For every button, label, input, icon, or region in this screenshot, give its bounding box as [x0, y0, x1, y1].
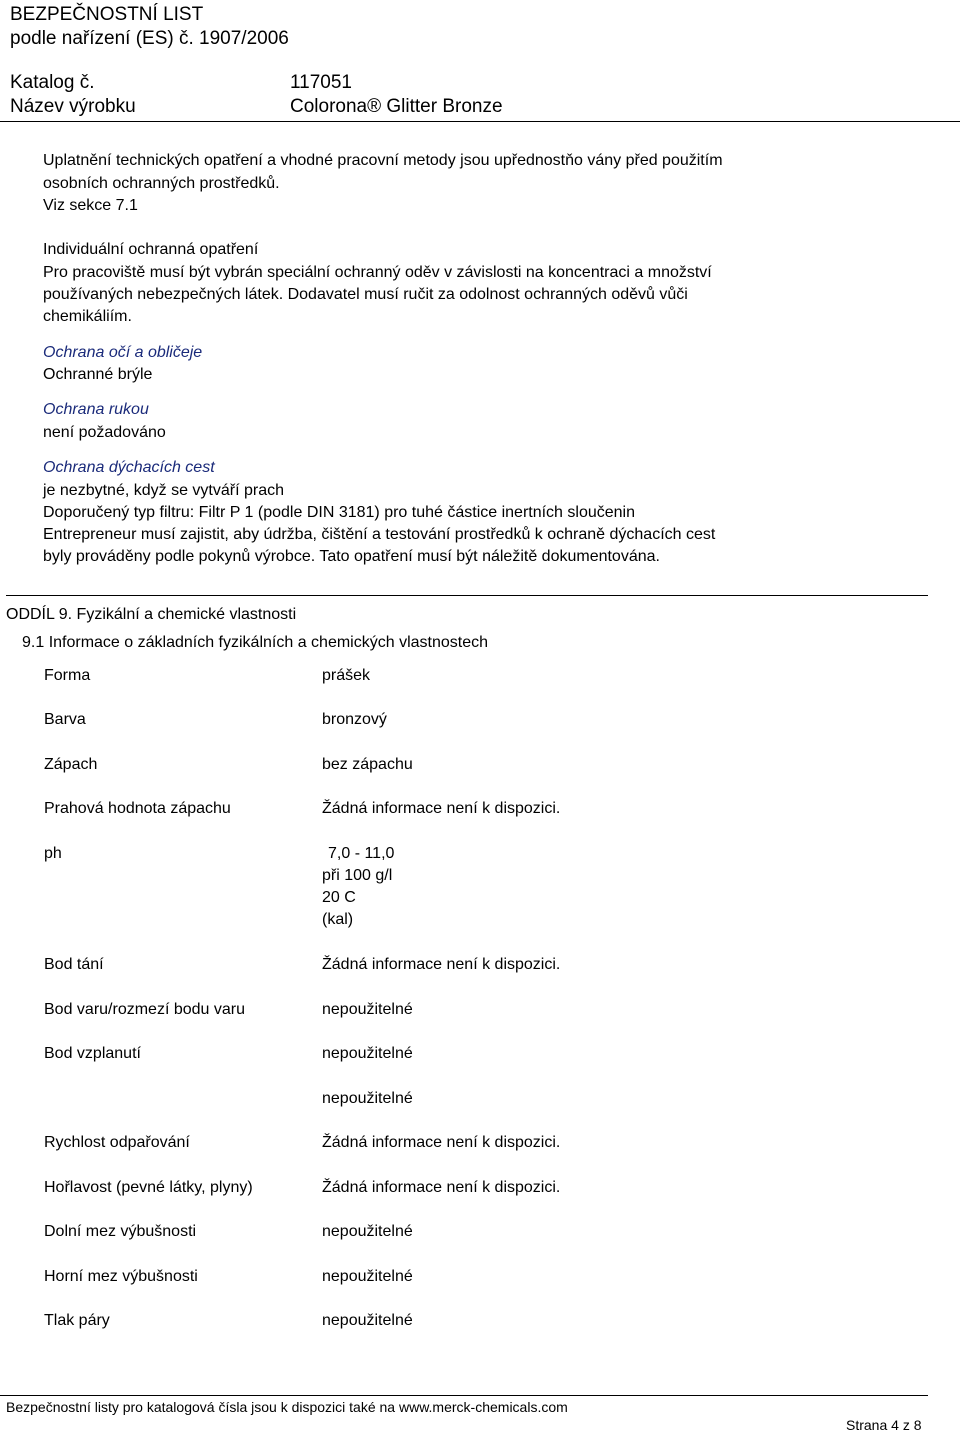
header-divider [0, 121, 960, 122]
property-value-boiling-point: nepoužitelné [322, 1001, 413, 1018]
property-value-form: prášek [322, 667, 371, 684]
property-label-vapor-pressure: Tlak páry [44, 1312, 110, 1329]
property-label-form: Forma [44, 667, 91, 684]
property-value-odor-threshold: Žádná informace není k dispozici. [322, 800, 561, 817]
individual-line-2: používaných nebezpečných látek. Dodavatel musí ručit za odolnost ochranných oděvů vůči [43, 286, 688, 303]
individual-line-1: Pro pracoviště musí být vybrán speciální ochranný oděv v závislosti na koncentraci a množství [43, 264, 712, 281]
property-value-melting-point: Žádná informace není k dispozici. [322, 956, 561, 973]
property-value-flammability: Žádná informace není k dispozici. [322, 1179, 561, 1196]
section-9-1-subtitle: 9.1 Informace o základních fyzikálních a chemických vlastnostech [22, 634, 488, 651]
property-label-color: Barva [44, 711, 86, 728]
section-9-title: ODDÍL 9. Fyzikální a chemické vlastnosti [6, 606, 297, 623]
respiratory-line-4: byly prováděny podle pokynů výrobce. Tato opatření musí být náležitě dokumentována. [43, 548, 660, 565]
respiratory-title: Ochrana dýchacích cest [43, 459, 215, 476]
hands-value: není požadováno [43, 424, 166, 441]
property-value-unlabeled: nepoužitelné [322, 1090, 413, 1107]
respiratory-line-2: Doporučený typ filtru: Filtr P 1 (podle DIN 3181) pro tuhé částice inertních sloučenin [43, 504, 635, 521]
catalog-label: Katalog č. [10, 72, 95, 93]
property-value-odor: bez zápachu [322, 756, 413, 773]
property-label-odor: Zápach [44, 756, 98, 773]
intro-line-2: osobních ochranných prostředků. [43, 175, 280, 192]
eyes-value: Ochranné brýle [43, 366, 153, 383]
property-value-color: bronzový [322, 711, 387, 728]
property-label-flash-point: Bod vzplanutí [44, 1045, 141, 1062]
eyes-title: Ochrana očí a obličeje [43, 344, 203, 361]
footer-note: Bezpečnostní listy pro katalogová čísla jsou k dispozici také na www.merck-chemicals.com [6, 1399, 568, 1415]
product-value: Colorona® Glitter Bronze [290, 96, 503, 117]
product-label: Název výrobku [10, 96, 136, 117]
intro-line-1: Uplatnění technických opatření a vhodné pracovní metody jsou upřednostňo vány před použitím [43, 152, 723, 169]
intro-line-3: Viz sekce 7.1 [43, 197, 138, 214]
document-title: BEZPEČNOSTNÍ LIST [10, 4, 204, 25]
property-label-upper-explosion-limit: Horní mez výbušnosti [44, 1268, 198, 1285]
property-value-flash-point: nepoužitelné [322, 1045, 413, 1062]
respiratory-line-1: je nezbytné, když se vytváří prach [43, 482, 284, 499]
property-label-odor-threshold: Prahová hodnota zápachu [44, 800, 231, 817]
section-divider [6, 595, 928, 596]
catalog-value: 117051 [290, 72, 352, 93]
property-value-vapor-pressure: nepoužitelné [322, 1312, 413, 1329]
page-number: Strana 4 z 8 [846, 1417, 922, 1433]
property-label-boiling-point: Bod varu/rozmezí bodu varu [44, 1001, 245, 1018]
ph-medium: (kal) [322, 911, 354, 928]
individual-line-3: chemikáliím. [43, 308, 132, 325]
property-value-upper-explosion-limit: nepoužitelné [322, 1268, 413, 1285]
ph-concentration: při 100 g/l [322, 867, 393, 884]
footer-divider [0, 1395, 928, 1396]
property-value-lower-explosion-limit: nepoužitelné [322, 1223, 413, 1240]
property-value-evaporation-rate: Žádná informace není k dispozici. [322, 1134, 561, 1151]
property-value-ph: 7,0 - 11,0 [328, 845, 395, 862]
property-label-lower-explosion-limit: Dolní mez výbušnosti [44, 1223, 197, 1240]
individual-title: Individuální ochranná opatření [43, 241, 259, 258]
property-label-flammability: Hořlavost (pevné látky, plyny) [44, 1179, 253, 1196]
property-label-evaporation-rate: Rychlost odpařování [44, 1134, 190, 1151]
hands-title: Ochrana rukou [43, 401, 149, 418]
property-label-ph: ph [44, 845, 62, 862]
respiratory-line-3: Entrepreneur musí zajistit, aby údržba, čištění a testování prostředků k ochraně dýchacích cest [43, 526, 716, 543]
ph-temperature: 20 C [322, 889, 356, 906]
property-label-melting-point: Bod tání [44, 956, 104, 973]
document-subtitle: podle nařízení (ES) č. 1907/2006 [10, 28, 289, 49]
